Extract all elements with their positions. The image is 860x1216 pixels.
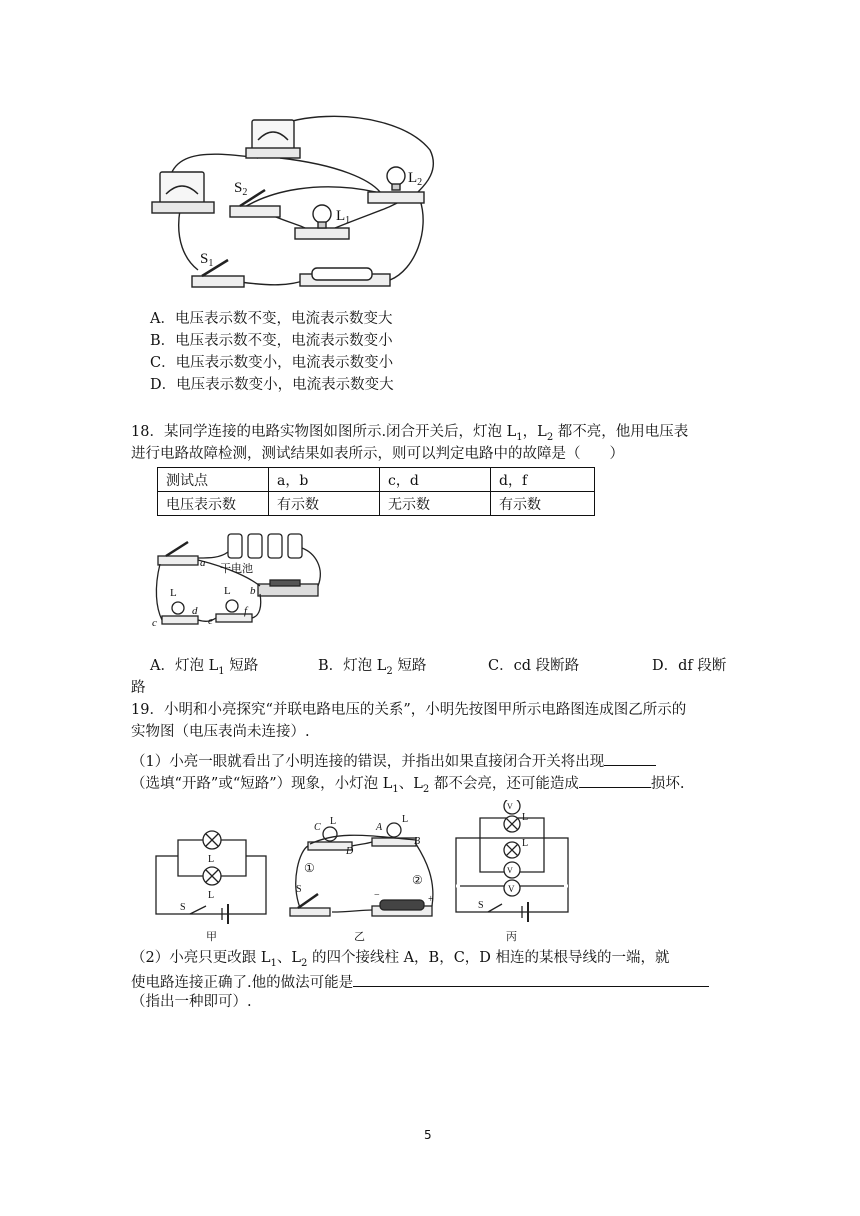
figure-19-circuits [150, 800, 580, 944]
fig19-caption-yi: 乙 [354, 931, 365, 943]
q18-option-d: D．df 段断 [652, 658, 727, 674]
q18-stem-line2: 进行电路故障检测，测试结果如表所示，则可以判定电路中的故障是（ ） [131, 446, 624, 462]
q18-stem-line1: 18．某同学连接的电路实物图如图所示.闭合开关后，灯泡 $L_1$，$L_2$ 都不亮，他用电压表 [131, 424, 689, 443]
table-cell: 测试点 [158, 468, 269, 492]
fig18-point-b: b [250, 585, 256, 597]
table-cell: c，d [380, 468, 491, 492]
q17-option-c: C．电压表示数变小，电流表示数变小 [150, 355, 394, 371]
fig19-yi-a: A [376, 822, 383, 833]
fig19-bing-l2: L [522, 812, 529, 823]
fig19-yi-wire-2: ② [412, 873, 423, 887]
fig17-l1-label: $L_1$ [336, 208, 351, 226]
table-cell: 电压表示数 [158, 492, 269, 516]
figure-17-svg [140, 110, 440, 300]
q19-stem-line1: 19．小明和小亮探究“并联电路电压的关系”，小明先按图甲所示电路图连成图乙所示的 [131, 702, 687, 718]
q19-stem-line2: 实物图（电压表尚未连接）. [131, 724, 310, 740]
fig19-yi-d: D [346, 846, 354, 857]
q17-option-d: D．电压表示数变小，电流表示数变大 [150, 377, 394, 393]
fig19-yi-b: B [414, 836, 421, 847]
q17-option-a: A．电压表示数不变，电流表示数变大 [150, 311, 393, 327]
table-cell: d，f [491, 468, 595, 492]
q18-option-d-wrap: 路 [131, 680, 146, 696]
fig18-point-d: d [192, 605, 198, 617]
fig18-l2-label: L [224, 585, 231, 597]
fig18-battery-label: 干电池 [220, 563, 253, 575]
fig17-s2-label: $S_2$ [234, 180, 248, 198]
q19-answer-blank-1[interactable] [604, 749, 656, 766]
q19-part2-line1: （2）小亮只更改跟 $L_1$、$L_2$ 的四个接线柱 A，B，C，D 相连的某根导线的一端，就 [131, 950, 670, 969]
fig19-bing-l1: L [522, 838, 529, 849]
table-row [158, 468, 595, 492]
q19-answer-blank-3[interactable] [353, 970, 709, 987]
q19-answer-blank-2[interactable] [579, 771, 651, 788]
fig19-bing-v1: V [507, 866, 513, 875]
figure-17-circuit [140, 110, 440, 300]
fig19-yi-l1: L [402, 814, 409, 825]
table-cell: 有示数 [269, 492, 380, 516]
table-cell: a，b [269, 468, 380, 492]
table-cell: 无示数 [380, 492, 491, 516]
fig19-jia-s: S [180, 902, 186, 913]
fig18-point-c: c [152, 617, 157, 629]
q18-option-b: B．灯泡 $L_2$ 短路 [318, 658, 427, 677]
fig19-yi-plus: + [428, 894, 434, 905]
q19-part1-line2: （选填“开路”或“短路”）现象，小灯泡 $L_1$、$L_2$ 都不会亮，还可能造成 损坏. [131, 771, 685, 800]
q17-option-b: B．电压表示数不变，电流表示数变小 [150, 333, 393, 349]
fig18-point-f: f [244, 605, 248, 617]
figure-18-circuit [150, 528, 330, 640]
fig19-yi-wire-1: ① [304, 861, 315, 875]
fig18-l1-label: L [170, 587, 177, 599]
fig19-jia-l1: L [208, 890, 215, 901]
q18-result-table [157, 467, 595, 516]
q19-part2-line2: 使电路连接正确了.他的做法可能是 [131, 970, 709, 993]
fig19-yi-minus: − [374, 890, 380, 901]
q18-option-c: C．cd 段断路 [488, 658, 580, 674]
fig18-point-a: a [200, 557, 206, 569]
fig19-yi-l2: L [330, 816, 337, 827]
q19-part1-line1: （1）小亮一眼就看出了小明连接的错误，并指出如果直接闭合开关将出现 [131, 749, 656, 772]
fig19-caption-jia: 甲 [206, 931, 217, 943]
fig19-caption-bing: 丙 [506, 931, 517, 943]
fig19-yi-c: C [314, 822, 321, 833]
figure-18-svg [150, 528, 330, 640]
fig17-l2-label: $L_2$ [408, 170, 423, 188]
fig19-jia-l2: L [208, 854, 215, 865]
page-number: 5 [424, 1128, 432, 1142]
fig19-bing-s: S [478, 900, 484, 911]
q18-option-a: A．灯泡 $L_1$ 短路 [150, 658, 259, 677]
fig19-yi-s: S [296, 884, 302, 895]
fig18-point-e: e [208, 615, 213, 627]
fig19-bing-v2: V [507, 802, 513, 811]
table-cell: 有示数 [491, 492, 595, 516]
table-row [158, 492, 595, 516]
fig17-s1-label: $S_1$ [200, 251, 214, 269]
figure-19-svg [150, 800, 580, 944]
fig19-bing-v: V [508, 884, 515, 894]
q19-part2-line3: （指出一种即可）. [131, 994, 252, 1010]
